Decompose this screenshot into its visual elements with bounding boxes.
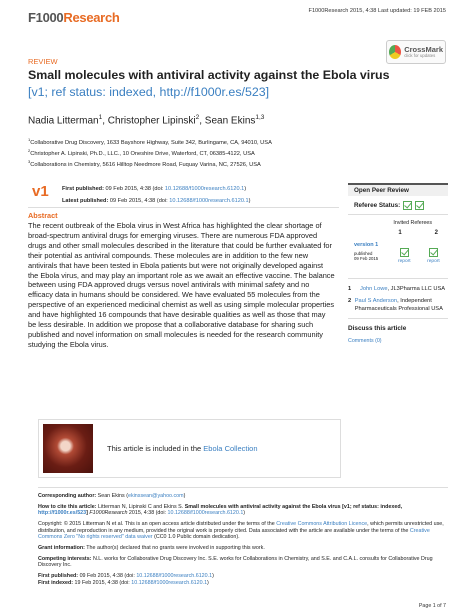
crossmark-sub: click for updates <box>404 53 436 59</box>
version-link[interactable]: version 1 <box>354 242 379 248</box>
competing-interests: Competing interests: N.L. works for Collaborative Drug Discovery Inc. S.E. works for Collaborations in Chemistry, and S.E. and C.A.L. consults for Collaborative Drug Discovery Inc. <box>38 555 433 569</box>
abstract-section <box>28 207 339 350</box>
peer-review-heading: Open Peer Review <box>348 183 448 196</box>
licence-link[interactable]: Creative Commons Attribution Licence <box>276 520 368 527</box>
f1000research-logo[interactable]: F1000Research <box>28 10 120 25</box>
author-name[interactable]: Nadia Litterman <box>28 115 99 127</box>
referee-report-2[interactable]: report <box>419 242 448 264</box>
article-footer <box>38 487 448 586</box>
article-category: REVIEW <box>28 57 58 66</box>
crossmark-label: CrossMark <box>404 44 443 54</box>
affiliations <box>28 136 272 170</box>
comments-link[interactable]: Comments (0) <box>348 338 382 344</box>
doi-link[interactable]: 10.12688/f1000research.6120.1 <box>164 186 245 192</box>
invited-referees-label: Invited Referees <box>393 220 432 226</box>
doi-link[interactable]: 10.12688/f1000research.6120.1 <box>136 572 213 579</box>
approved-check-icon <box>429 248 438 257</box>
ebola-virus-image <box>43 424 93 473</box>
reviewer-item: 2 Paul S Anderson, Independent Pharmaceuticals Professional USA <box>348 298 443 312</box>
affiliation: $^2$Christopher A. Lipinski, Ph.D., LLC., 10 Oneshire Drive, Waterford, CT, 06385-4122, USA <box>28 148 255 158</box>
approved-check-icon <box>400 248 409 257</box>
corresponding-author: Corresponding author: Sean Ekins (ekinssean@yahoo.com) <box>38 493 186 499</box>
ebola-collection-link[interactable]: Ebola Collection <box>203 444 258 453</box>
reviewer-list <box>348 278 448 313</box>
grant-info: Grant information: The author(s) declared that no grants were involved in supporting this work. <box>38 544 265 551</box>
affiliation: $^1$Collaborative Drug Discovery, 1633 Bayshore Highway, Suite 342, Burlingame, CA, 94010, USA <box>28 137 272 146</box>
reviewer-name-link[interactable]: John Lowe <box>360 286 388 292</box>
affiliation: $^3$Collaborations in Chemistry, 5616 Hilltop Needmore Road, Fuquay Varina, NC, 27526, USA <box>28 159 261 169</box>
article-title: Small molecules with antiviral activity against the Ebola virus <box>28 68 390 82</box>
discuss-heading: Discuss this article <box>348 318 448 332</box>
cc0-link[interactable]: Creative Commons Zero "No rights reserved" data waiver <box>38 527 430 541</box>
doi-link[interactable]: 10.12688/f1000research.6120.1 <box>167 510 244 517</box>
referee-status: Referee Status: <box>348 196 448 215</box>
author-name[interactable]: Sean Ekins <box>204 115 256 127</box>
publication-dates: First published: 09 Feb 2015, 4:38 (doi: 10.12688/f1000research.6120.1) Latest published: 09 Feb 2015, 4:38 (doi: 10.12688/f1000research.6120.1) <box>62 186 251 204</box>
approved-check-icon <box>403 201 412 210</box>
version-badge: v1 <box>32 183 49 200</box>
publication-history: First published: 09 Feb 2015, 4:38 (doi: 10.12688/f1000research.6120.1) First indexed: 19 Feb 2015, 4:38 (doi: 10.12688/f1000research.6120.1) <box>38 572 214 586</box>
collection-box: This article is included in the Ebola Collection <box>38 419 341 478</box>
abstract-text: The recent outbreak of the Ebola virus in West Africa has highlighted the clear shortage of broad-spectrum antiviral drugs for emerging viruses. There are numerous FDA approved drugs and other small molecules described in the literature that could be further evaluated for their potential as antiviral compounds. These molecules are in addition to the few new antivirals that have been tested in Ebola patients but were not originally developed against the Ebola virus, and may play an important role as we await an effective vaccine. The balance between using FDA approved drugs versus novel antivirals with minimal safety and no efficacy data in humans should be considered. We have evaluated 55 molecules from the perspective of an experienced medicinal chemist as well as using simple molecular properties and have highlighted 16 compounds that have desirable qualities as well as those that may be less desirable. In addition we propose that a collaborative database for sharing such published and novel information on small molecules is needed for the research community studying the Ebola virus. <box>28 221 335 349</box>
how-to-cite: How to cite this article: Litterman N, Lipinski C and Ekins S. Small molecules with antiviral activity against the Ebola virus [v1; ref status: indexed, http://f1000r.es/523] F1000Research 2015, 4:38 (doi: 10.12688/f1000research.6120.1) <box>38 503 403 517</box>
peer-review-panel <box>348 183 448 344</box>
author-name[interactable]: Christopher Lipinski <box>107 115 196 127</box>
status-link[interactable]: http://f1000r.es/523 <box>38 510 87 517</box>
doi-link[interactable]: 10.12688/f1000research.6120.1 <box>169 198 249 204</box>
crossmark-icon <box>389 45 401 59</box>
referee-numbers: 1 2 <box>398 230 438 236</box>
author-list: Nadia Litterman$^1$, Christopher Lipinski$^2$, Sean Ekins$^{1,3}$ <box>28 114 265 127</box>
publication-line: F1000Research 2015, 4:38 Last updated: 19 FEB 2015 <box>308 8 446 14</box>
email-link[interactable]: ekinssean@yahoo.com <box>127 493 184 499</box>
referee-report-1[interactable]: report <box>390 242 419 264</box>
doi-link[interactable]: 10.12688/f1000research.6120.1 <box>131 579 208 586</box>
version-row: version 1 published 09 Feb 2015 report report <box>348 242 448 264</box>
copyright: Copyright: © 2015 Litterman N et al. This is an open access article distributed under the terms of the Creative Commons Attribution Licence, which permits unrestricted use, distribution, and reproduction in any medium, provided the original work is properly cited. Data associated with the article are available under the terms of the Creative Commons Zero "No rights reserved" data waiver (CC0 1.0 Public domain dedication). <box>38 520 444 541</box>
reviewer-name-link[interactable]: Paul S Anderson <box>354 298 398 304</box>
crossmark-badge[interactable] <box>386 40 446 64</box>
approved-check-icon <box>415 201 424 210</box>
abstract-heading: Abstract <box>28 211 58 220</box>
article-status-link[interactable]: [v1; ref status: indexed, http://f1000r.es/523] <box>28 85 270 99</box>
reviewer-item: 1 John Lowe, JL3Pharma LLC USA <box>348 286 446 292</box>
page-number: Page 1 of 7 <box>418 603 446 609</box>
